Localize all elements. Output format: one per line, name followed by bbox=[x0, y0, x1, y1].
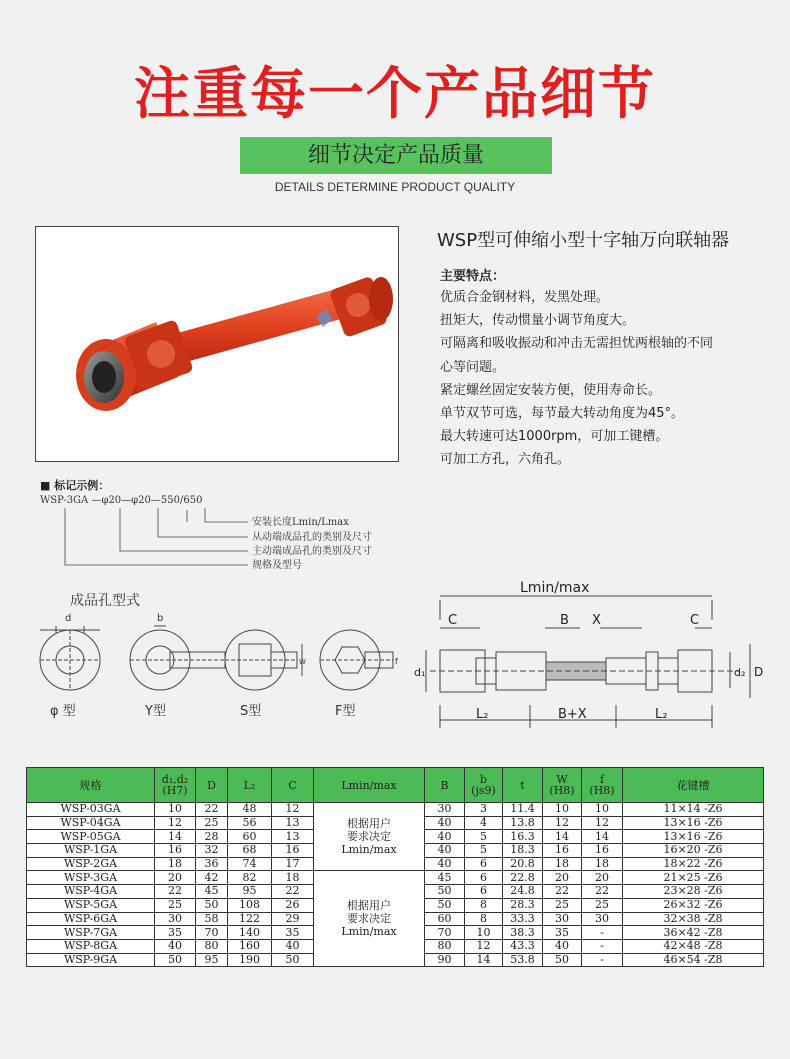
table-cell-merged: 根据用户 要求决定 Lmin/max bbox=[314, 803, 425, 871]
dim-label: b bbox=[157, 613, 164, 624]
table-cell: 53.8 bbox=[503, 953, 543, 967]
table-cell: 70 bbox=[425, 926, 465, 940]
table-cell: 22 bbox=[582, 885, 623, 899]
marking-code: WSP-3GA —φ20—φ20—550/650 bbox=[40, 495, 203, 506]
table-cell: 68 bbox=[228, 844, 272, 858]
table-cell: 14 bbox=[582, 830, 623, 844]
feature-item: 优质合金钢材料，发黑处理。 bbox=[440, 290, 610, 305]
table-header-cell: L₂ bbox=[228, 768, 272, 803]
feature-item: 心等问题。 bbox=[440, 359, 506, 375]
table-cell: 58 bbox=[196, 912, 228, 926]
dim-label: d₁ bbox=[414, 666, 426, 679]
marking-example bbox=[40, 478, 440, 578]
hole-type-label: Y型 bbox=[145, 704, 166, 719]
table-cell: 12 bbox=[543, 816, 582, 830]
table-cell: 8 bbox=[465, 898, 503, 912]
table-cell: 8 bbox=[465, 912, 503, 926]
table-cell: 14 bbox=[543, 830, 582, 844]
table-cell: 25 bbox=[543, 898, 582, 912]
table-cell: 50 bbox=[196, 898, 228, 912]
dim-label: B bbox=[560, 613, 569, 628]
table-cell: 23×28 -Z6 bbox=[623, 885, 764, 899]
table-cell: 95 bbox=[228, 885, 272, 899]
table-cell: 13 bbox=[272, 816, 314, 830]
table-cell: 18 bbox=[543, 857, 582, 871]
table-cell: 80 bbox=[425, 939, 465, 953]
banner-subtitle: DETAILS DETERMINE PRODUCT QUALITY bbox=[274, 180, 516, 194]
table-cell: 4 bbox=[465, 816, 503, 830]
table-cell: 38.3 bbox=[503, 926, 543, 940]
table-cell: 16.3 bbox=[503, 830, 543, 844]
table-cell: 40 bbox=[543, 939, 582, 953]
table-cell: 20 bbox=[155, 871, 196, 885]
dim-label: d bbox=[65, 613, 72, 624]
table-cell: 35 bbox=[155, 926, 196, 940]
table-header-cell: W (H8) bbox=[543, 768, 582, 803]
table-header-cell: D bbox=[196, 768, 228, 803]
table-cell: 13 bbox=[272, 830, 314, 844]
feature-item: 单节双节可选，每节最大转动角度为45°。 bbox=[440, 406, 685, 422]
table-cell: 82 bbox=[228, 871, 272, 885]
table-cell: 11×14 -Z6 bbox=[623, 803, 764, 817]
feature-item: 可隔离和吸收振动和冲击无需担忧两根轴的不同 bbox=[440, 336, 714, 352]
table-cell: 16 bbox=[582, 844, 623, 858]
table-cell: 16 bbox=[272, 844, 314, 858]
table-cell: 6 bbox=[465, 871, 503, 885]
dim-label: W bbox=[299, 658, 306, 666]
table-cell: 22 bbox=[155, 885, 196, 899]
table-cell: 22.8 bbox=[503, 871, 543, 885]
table-cell: 60 bbox=[228, 830, 272, 844]
table-cell: 45 bbox=[425, 871, 465, 885]
table-cell: 30 bbox=[582, 912, 623, 926]
table-cell: 36 bbox=[196, 857, 228, 871]
table-cell: 3 bbox=[465, 803, 503, 817]
table-cell: 60 bbox=[425, 912, 465, 926]
table-cell: 12 bbox=[272, 803, 314, 817]
table-cell: 28 bbox=[196, 830, 228, 844]
hole-type-label: S型 bbox=[240, 704, 262, 719]
table-cell: WSP-9GA bbox=[27, 953, 155, 967]
table-cell: 30 bbox=[425, 803, 465, 817]
table-cell: 43.3 bbox=[503, 939, 543, 953]
table-cell: - bbox=[582, 939, 623, 953]
assembly-diagram bbox=[410, 580, 780, 730]
table-cell: 12 bbox=[582, 816, 623, 830]
table-cell: 35 bbox=[272, 926, 314, 940]
table-cell: 50 bbox=[543, 953, 582, 967]
table-header-cell: d₁,d₂ (H7) bbox=[155, 768, 196, 803]
spec-table bbox=[26, 767, 764, 967]
table-cell: 40 bbox=[425, 830, 465, 844]
table-cell: WSP-04GA bbox=[27, 816, 155, 830]
table-cell: 14 bbox=[465, 953, 503, 967]
table-cell: 20 bbox=[543, 871, 582, 885]
table-cell: 16×20 -Z6 bbox=[623, 844, 764, 858]
table-cell: 6 bbox=[465, 885, 503, 899]
marking-note: 规格及型号 bbox=[252, 560, 302, 571]
table-cell: 33.3 bbox=[503, 912, 543, 926]
table-cell: 18 bbox=[155, 857, 196, 871]
feature-item: 最大转速可达1000rpm，可加工键槽。 bbox=[440, 429, 669, 445]
table-cell: 160 bbox=[228, 939, 272, 953]
feature-item: 扭矩大，传动惯量小调节角度大。 bbox=[440, 313, 636, 329]
table-cell: 40 bbox=[425, 857, 465, 871]
table-cell: 108 bbox=[228, 898, 272, 912]
table-cell: 18 bbox=[272, 871, 314, 885]
table-cell: 13×16 -Z6 bbox=[623, 830, 764, 844]
table-cell: 26×32 -Z6 bbox=[623, 898, 764, 912]
table-cell: 56 bbox=[228, 816, 272, 830]
table-cell: 74 bbox=[228, 857, 272, 871]
table-cell: WSP-2GA bbox=[27, 857, 155, 871]
table-cell: 22 bbox=[196, 803, 228, 817]
table-cell: 10 bbox=[543, 803, 582, 817]
table-header-cell: f (H8) bbox=[582, 768, 623, 803]
table-cell: WSP-03GA bbox=[27, 803, 155, 817]
table-cell: 50 bbox=[272, 953, 314, 967]
table-cell: 18×22 -Z6 bbox=[623, 857, 764, 871]
feature-item: 紧定螺丝固定安装方便，使用寿命长。 bbox=[440, 382, 662, 398]
table-cell: 20.8 bbox=[503, 857, 543, 871]
table-header-cell: t bbox=[503, 768, 543, 803]
table-cell: 18.3 bbox=[503, 844, 543, 858]
table-cell: 13×16 -Z6 bbox=[623, 816, 764, 830]
product-title: WSP型可伸缩小型十字轴万向联轴器 bbox=[437, 230, 730, 251]
marking-note: 主动端成品孔的类别及尺寸 bbox=[252, 546, 372, 557]
table-cell: - bbox=[582, 926, 623, 940]
table-cell: 24.8 bbox=[503, 885, 543, 899]
table-cell: WSP-3GA bbox=[27, 871, 155, 885]
table-cell: 10 bbox=[155, 803, 196, 817]
coupling-illustration bbox=[36, 227, 398, 461]
dim-label: L₂ bbox=[655, 707, 668, 722]
table-cell: 21×25 -Z6 bbox=[623, 871, 764, 885]
table-cell: 95 bbox=[196, 953, 228, 967]
table-cell: 42×48 -Z8 bbox=[623, 939, 764, 953]
table-cell: 30 bbox=[155, 912, 196, 926]
dim-label: X bbox=[592, 613, 601, 628]
table-cell: 26 bbox=[272, 898, 314, 912]
table-cell: 25 bbox=[155, 898, 196, 912]
table-header-row bbox=[27, 768, 764, 803]
dim-label: D bbox=[754, 665, 764, 679]
features-list bbox=[440, 286, 770, 472]
table-cell: 20 bbox=[582, 871, 623, 885]
banner: 细节决定产品质量 bbox=[240, 137, 552, 174]
table-cell: 80 bbox=[196, 939, 228, 953]
table-cell: 30 bbox=[543, 912, 582, 926]
table-cell: WSP-6GA bbox=[27, 912, 155, 926]
table-cell: 50 bbox=[425, 885, 465, 899]
table-cell: WSP-8GA bbox=[27, 939, 155, 953]
table-cell: 5 bbox=[465, 844, 503, 858]
table-header-cell: Lmin/max bbox=[314, 768, 425, 803]
table-cell: 10 bbox=[582, 803, 623, 817]
dim-label: C bbox=[448, 613, 458, 628]
table-cell: 46×54 -Z8 bbox=[623, 953, 764, 967]
table-cell: 40 bbox=[425, 844, 465, 858]
table-cell: 35 bbox=[543, 926, 582, 940]
table-cell: 40 bbox=[155, 939, 196, 953]
table-cell: 45 bbox=[196, 885, 228, 899]
table-cell: 11.4 bbox=[503, 803, 543, 817]
hole-type-label: φ 型 bbox=[50, 704, 76, 719]
table-cell: 25 bbox=[582, 898, 623, 912]
dim-label: d₂ bbox=[734, 666, 746, 679]
table-cell: 22 bbox=[272, 885, 314, 899]
table-cell: 6 bbox=[465, 857, 503, 871]
table-cell: 18 bbox=[582, 857, 623, 871]
table-header-cell: B bbox=[425, 768, 465, 803]
table-header-cell: 规格 bbox=[27, 768, 155, 803]
dim-label: B+X bbox=[558, 707, 587, 722]
hole-types-diagram bbox=[25, 588, 415, 728]
table-cell: 90 bbox=[425, 953, 465, 967]
table-cell: 29 bbox=[272, 912, 314, 926]
table-cell: 32 bbox=[196, 844, 228, 858]
table-cell: 10 bbox=[465, 926, 503, 940]
marking-note: 安装长度Lmin/Lmax bbox=[252, 517, 349, 528]
table-cell: WSP-1GA bbox=[27, 844, 155, 858]
table-cell: 13.8 bbox=[503, 816, 543, 830]
table-cell: 17 bbox=[272, 857, 314, 871]
table-cell: 25 bbox=[196, 816, 228, 830]
table-cell-merged: 根据用户 要求决定 Lmin/max bbox=[314, 871, 425, 967]
table-cell: 14 bbox=[155, 830, 196, 844]
page-title: 注重每一个产品细节 bbox=[134, 62, 656, 127]
table-cell: 16 bbox=[155, 844, 196, 858]
table-row bbox=[27, 803, 764, 817]
table-cell: 50 bbox=[155, 953, 196, 967]
table-cell: 32×38 -Z8 bbox=[623, 912, 764, 926]
table-cell: 70 bbox=[196, 926, 228, 940]
table-cell: 140 bbox=[228, 926, 272, 940]
hole-type-label: F型 bbox=[335, 704, 356, 719]
table-cell: 22 bbox=[543, 885, 582, 899]
dim-label: Lmin/max bbox=[520, 580, 590, 596]
marking-heading: ■ 标记示例： bbox=[40, 479, 110, 492]
features-heading: 主要特点： bbox=[440, 269, 506, 284]
dim-label: f bbox=[395, 657, 398, 666]
table-cell: 36×42 -Z8 bbox=[623, 926, 764, 940]
product-photo bbox=[35, 226, 399, 462]
table-cell: 16 bbox=[543, 844, 582, 858]
hole-types-title: 成品孔型式 bbox=[70, 593, 140, 609]
table-cell: WSP-5GA bbox=[27, 898, 155, 912]
table-cell: 48 bbox=[228, 803, 272, 817]
dim-label: C bbox=[690, 613, 700, 628]
table-cell: WSP-7GA bbox=[27, 926, 155, 940]
table-cell: 28.3 bbox=[503, 898, 543, 912]
table-row bbox=[27, 871, 764, 885]
dim-label: L₂ bbox=[476, 707, 489, 722]
table-header-cell: b (js9) bbox=[465, 768, 503, 803]
feature-item: 可加工方孔，六角孔。 bbox=[440, 452, 571, 468]
table-cell: 40 bbox=[425, 816, 465, 830]
table-cell: 42 bbox=[196, 871, 228, 885]
table-cell: 40 bbox=[272, 939, 314, 953]
table-cell: 12 bbox=[155, 816, 196, 830]
table-cell: - bbox=[582, 953, 623, 967]
table-header-cell: C bbox=[272, 768, 314, 803]
table-cell: 5 bbox=[465, 830, 503, 844]
table-cell: 50 bbox=[425, 898, 465, 912]
table-cell: WSP-05GA bbox=[27, 830, 155, 844]
table-cell: 122 bbox=[228, 912, 272, 926]
table-cell: WSP-4GA bbox=[27, 885, 155, 899]
table-cell: 12 bbox=[465, 939, 503, 953]
marking-note: 从动端成品孔的类别及尺寸 bbox=[252, 532, 372, 543]
table-cell: 190 bbox=[228, 953, 272, 967]
table-header-cell: 花键槽 bbox=[623, 768, 764, 803]
